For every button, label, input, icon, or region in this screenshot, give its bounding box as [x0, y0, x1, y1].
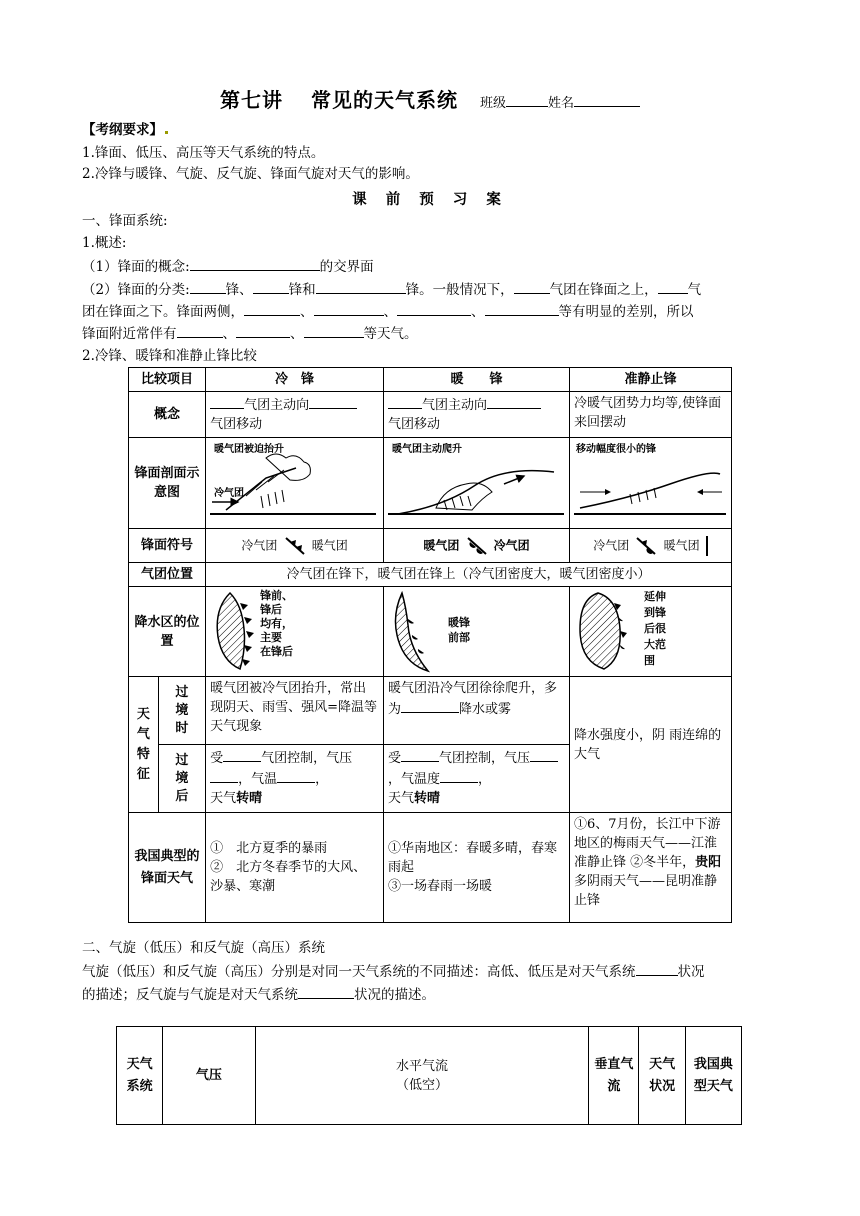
class-prefix: （2）锋面的分类:	[82, 282, 190, 298]
compare-title: 2.冷锋、暖锋和准静止锋比较	[82, 348, 257, 364]
text-frag: 的描述；反气旋与气旋是对天气系统	[82, 987, 298, 1003]
text-frag: 贵阳	[695, 855, 722, 870]
weather-blank-3[interactable]	[304, 323, 364, 338]
text-frag: 、	[471, 304, 485, 320]
passing-label-text: 过境时	[175, 684, 189, 736]
text-frag: 、	[222, 326, 236, 342]
text-frag: 天气	[388, 791, 415, 806]
air-mass-below-blank[interactable]	[658, 279, 688, 294]
section1-title: 一、锋面系统:	[82, 213, 168, 229]
warm-concept	[384, 392, 570, 438]
row-section-label: 锋面剖面示意图	[129, 438, 206, 529]
cold-after	[206, 745, 384, 813]
weather-line	[82, 323, 418, 344]
cold-front-symbol-icon	[282, 536, 308, 556]
text-frag: 天气	[210, 791, 237, 806]
symbol-warm-left: 暖气团	[423, 538, 460, 552]
cold-after-mass-blank[interactable]	[223, 747, 261, 762]
text-frag: 锋、	[225, 282, 253, 298]
row-weather-label	[129, 677, 159, 813]
section2-title: 二、气旋（低压）和反气旋（高压）系统	[82, 940, 325, 956]
cold-typical-item: ① 北方夏季的暴雨	[210, 841, 328, 856]
symbol-stat-right: 暖气团	[663, 538, 700, 552]
concept-line	[82, 256, 374, 277]
section2-line1	[82, 961, 705, 982]
text-frag: 气旋（低压）和反气旋（高压）分别是对同一天气系统的不同描述：高低、低压是对天气系统	[82, 964, 636, 980]
exam-item: 1.锋面、低压、高压等天气系统的特点。	[82, 145, 325, 161]
text-frag: 受	[388, 751, 402, 766]
cold-precip-text: 锋前、	[260, 589, 294, 602]
text-frag: 气团移动	[388, 417, 441, 432]
page-title: 常见的天气系统	[310, 88, 458, 112]
weather-blank-2[interactable]	[236, 323, 290, 338]
difference-blank-3[interactable]	[397, 301, 471, 316]
title-row	[0, 84, 860, 113]
name-label: 姓名	[548, 96, 575, 111]
text-frag: 暖气团沿冷气团徐徐爬升，多为	[388, 681, 558, 717]
cold-precip-text: 主要	[260, 631, 283, 644]
h-vertical-flow: 垂直气流	[589, 1027, 639, 1125]
text-frag: ，	[478, 772, 492, 787]
row-precip-label: 降水区的位置	[129, 587, 206, 677]
exam-heading: 【考纲要求】	[82, 122, 163, 138]
concept-prefix: （1）锋面的概念:	[82, 259, 190, 275]
stationary-front-diagram	[570, 438, 732, 529]
stat-precip-text: 后很	[644, 622, 666, 635]
header-item: 比较项目	[129, 368, 206, 392]
cold-precip-text: 在锋后	[260, 645, 294, 658]
warm-after	[384, 745, 570, 813]
header-warm: 暖 锋	[384, 368, 570, 392]
warm-fig-label: 暖气团主动爬升	[392, 444, 463, 455]
stationary-precip-diagram	[574, 589, 630, 673]
text-frag: 气团主动向	[422, 398, 488, 413]
symbol-stat-left: 冷气团	[593, 538, 630, 552]
symbol-cold-right: 暖气团	[311, 538, 348, 552]
text-frag: 等有明显的差别，所以	[558, 304, 694, 320]
stat-precip-text: 大范	[644, 638, 666, 651]
cold-precip-text: 均有，	[260, 617, 294, 630]
overview-label: 1.概述:	[82, 235, 127, 251]
warm-typical-item: ①华南地区：春暖多晴，春寒雨起	[388, 841, 558, 875]
cold-active-blank[interactable]	[210, 394, 244, 409]
front-type-blank-3[interactable]	[316, 279, 406, 294]
h-pressure-text: 气压	[195, 1068, 222, 1083]
exam-heading-row	[82, 120, 168, 140]
warm-after-mass-blank[interactable]	[401, 747, 439, 762]
warm-after-pressure-blank[interactable]	[530, 747, 558, 762]
text-frag: 等天气。	[363, 326, 418, 342]
warm-precip-type-blank[interactable]	[401, 698, 459, 713]
row-typical-label: 我国典型的锋面天气	[129, 813, 206, 923]
text-frag: 、	[383, 304, 397, 320]
text-frag: 多阴雨天气——昆明准静止锋	[574, 874, 718, 908]
after-label-text: 过境后	[175, 752, 189, 804]
cold-front-symbol	[206, 529, 384, 563]
warm-passing	[384, 677, 570, 745]
warm-target-blank[interactable]	[487, 394, 541, 409]
text-frag: 状况的描述。	[354, 987, 435, 1003]
text-frag: 气	[687, 282, 702, 298]
warm-front-symbol	[384, 529, 570, 563]
lecture-number: 第七讲	[219, 88, 283, 112]
text-frag: 气团控制，气压	[439, 751, 531, 766]
h-flow-sub: （低空）	[395, 1077, 448, 1093]
text-frag: 锋面附近常伴有	[82, 326, 177, 342]
cold-passing: 暖气团被冷气团抬升，常出现阴天、雨雪、强风=降温等天气现象	[206, 677, 384, 745]
warm-precip-text: 暖锋	[448, 616, 471, 629]
h-horizontal-flow	[255, 1027, 589, 1125]
cyclone-table	[116, 1026, 742, 1125]
weather-label-text: 天气特征	[136, 706, 150, 782]
text-frag: ，气温度	[388, 772, 441, 787]
row-symbol-label: 锋面符号	[129, 529, 206, 563]
warm-precip-text: 前部	[448, 631, 471, 644]
front-comparison-table	[128, 367, 732, 923]
text-frag: 状况	[677, 964, 705, 980]
stationary-precip-cell	[570, 587, 732, 677]
h-weather-system: 天气系统	[117, 1027, 163, 1125]
text-frag: 锋和	[288, 282, 316, 298]
text-frag: 锋。一般情况下，	[405, 282, 514, 298]
warm-front-diagram	[384, 438, 570, 529]
cold-precip-diagram	[210, 589, 254, 673]
text-frag: 气团控制，气压	[261, 751, 353, 766]
air-mass-position: 冷气团在锋下，暖气团在锋上（冷气团密度大，暖气团密度小）	[206, 563, 732, 587]
sides-line	[82, 301, 694, 322]
cold-after-pressure-blank[interactable]	[210, 768, 238, 783]
stat-precip-text: 围	[644, 654, 655, 667]
cold-front-diagram	[206, 438, 384, 529]
text-frag: ，气温	[238, 772, 278, 787]
warm-front-diagram-svg	[384, 438, 568, 522]
h-flow-text: 水平气流	[395, 1058, 448, 1074]
passing-label	[158, 677, 205, 745]
warm-after-temp-blank[interactable]	[440, 768, 478, 783]
cold-typical-item: ② 北方冬春季节的大风、沙暴、寒潮	[210, 860, 367, 894]
cold-fig-label: 暖气团被迫抬升	[214, 444, 285, 455]
difference-blank-4[interactable]	[485, 301, 559, 316]
cold-concept	[206, 392, 384, 438]
classification-line	[82, 279, 701, 300]
section2-line2	[82, 984, 435, 1005]
row-position-label: 气团位置	[129, 563, 206, 587]
warm-active-blank[interactable]	[388, 394, 422, 409]
row-concept-label: 概念	[129, 392, 206, 438]
stationary-typical	[570, 813, 732, 923]
text-frag: 团在锋面之下。锋面两侧，	[82, 304, 244, 320]
cold-target-blank[interactable]	[309, 394, 357, 409]
stat-precip-text: 延伸	[644, 590, 666, 603]
cold-typical	[206, 813, 384, 923]
exam-item: 2.冷锋与暖锋、气旋、反气旋、锋面气旋对天气的影响。	[82, 166, 419, 182]
cold-after-temp-blank[interactable]	[277, 768, 315, 783]
after-label	[158, 745, 205, 813]
warm-typical-item: ③一场春雨一场暖	[388, 879, 493, 894]
concept-blank[interactable]	[190, 256, 320, 271]
symbol-warm-right: 冷气团	[493, 538, 530, 552]
stationary-front-symbol-icon	[633, 536, 659, 556]
concept-suffix: 的交界面	[319, 259, 374, 275]
text-frag: ，	[315, 772, 329, 787]
air-mass-above-blank[interactable]	[514, 279, 550, 294]
cold-precip-text: 锋后	[260, 603, 283, 616]
class-blank[interactable]	[506, 92, 548, 107]
stat-precip-text: 到锋	[644, 606, 666, 619]
symbol-cold-left: 冷气团	[241, 538, 278, 552]
warm-typical	[384, 813, 570, 923]
text-frag: 转晴	[414, 791, 441, 806]
difference-blank-2[interactable]	[314, 301, 384, 316]
stationary-fig-label: 移动幅度很小的锋	[576, 444, 656, 455]
h-typical-weather: 我国典型天气	[685, 1027, 741, 1125]
text-frag: 受	[210, 751, 224, 766]
stationary-front-symbol	[570, 529, 732, 563]
text-frag: ①6、7月份，长江中下游地区的梅雨天气——江淮准静止锋 ②冬半年，	[574, 817, 721, 870]
text-frag: 气团在锋面之上，	[549, 282, 658, 298]
pressure-blank[interactable]	[636, 961, 678, 976]
difference-blank-1[interactable]	[244, 301, 300, 316]
text-frag: 转晴	[236, 791, 263, 806]
cold-precip-cell	[206, 587, 384, 677]
stationary-weather: 降水强度小，阴 雨连绵的大气	[570, 677, 732, 813]
warm-front-symbol-icon	[464, 536, 490, 556]
weather-blank-1[interactable]	[177, 323, 223, 338]
stationary-concept: 冷暖气团势力均等,使锋面来回摆动	[570, 392, 732, 438]
warm-precip-cell	[384, 587, 570, 677]
name-blank[interactable]	[574, 92, 640, 107]
airflow-blank[interactable]	[298, 984, 354, 999]
class-label: 班级	[479, 96, 506, 111]
cold-front-diagram-svg	[206, 438, 382, 522]
mark-dot	[165, 131, 168, 134]
text-frag: 、	[290, 326, 304, 342]
h-pressure	[163, 1027, 255, 1125]
front-type-blank-2[interactable]	[253, 279, 289, 294]
preview-heading: 课 前 预 习 案	[352, 192, 508, 208]
front-type-blank-1[interactable]	[190, 279, 226, 294]
header-stationary: 准静止锋	[570, 368, 732, 392]
cold-fig-label2: 冷气团	[214, 488, 245, 499]
symbol-bar	[706, 536, 708, 556]
text-frag: 降水或雾	[459, 702, 512, 717]
text-frag: 、	[300, 304, 314, 320]
text-frag: 气团移动	[210, 417, 263, 432]
header-cold: 冷 锋	[206, 368, 384, 392]
stationary-front-diagram-svg	[570, 438, 730, 522]
h-weather-status: 天气状况	[639, 1027, 685, 1125]
warm-precip-diagram	[388, 589, 438, 673]
text-frag: 气团主动向	[244, 398, 310, 413]
